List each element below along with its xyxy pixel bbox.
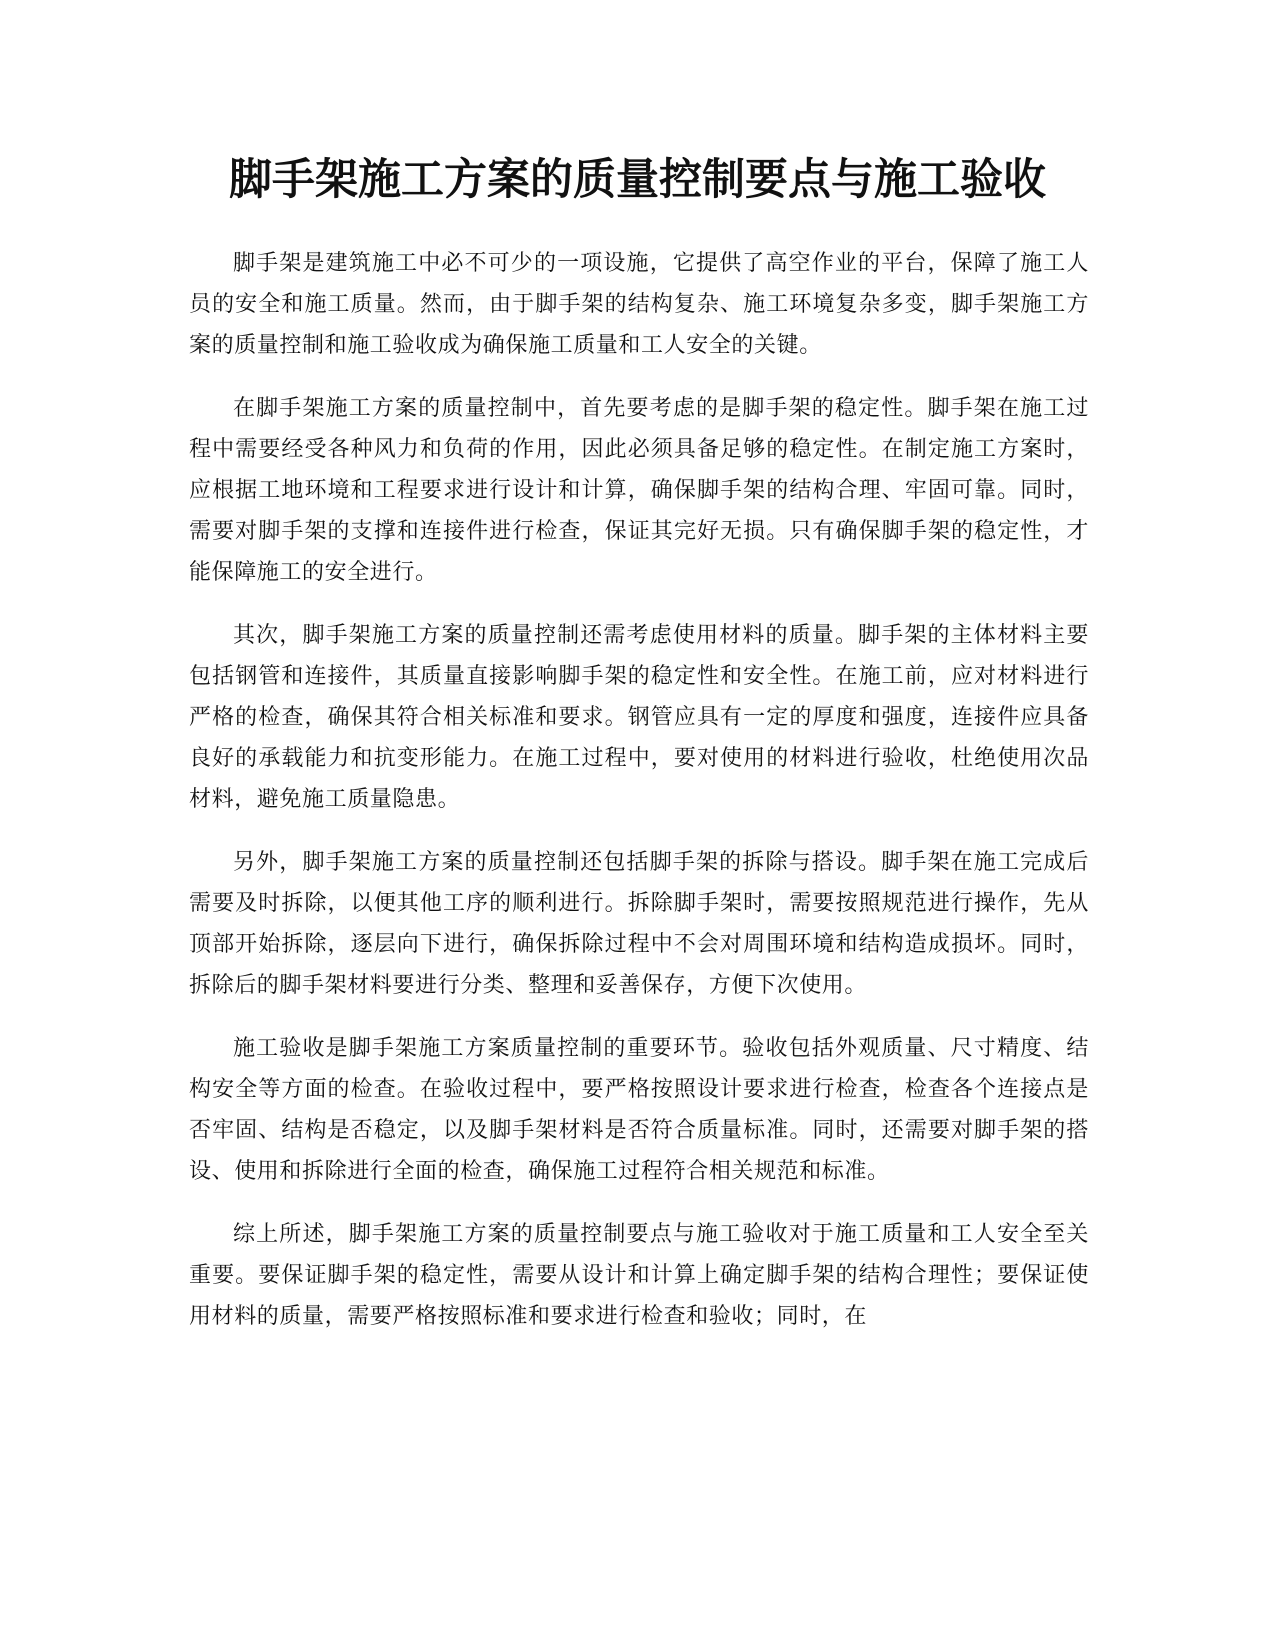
paragraph-1: 脚手架是建筑施工中必不可少的一项设施，它提供了高空作业的平台，保障了施工人员的安全和施工质量。然而，由于脚手架的结构复杂、施工环境复杂多变，脚手架施工方案的质量控制和施工验收成为确保施工质量和工人安全的关键。 [189,251,1089,358]
document-title: 脚手架施工方案的质量控制要点与施工验收 [229,155,1046,205]
paragraph-6: 综上所述，脚手架施工方案的质量控制要点与施工验收对于施工质量和工人安全至关重要。要保证脚手架的稳定性，需要从设计和计算上确定脚手架的结构合理性；要保证使用材料的质量，需要严格按照标准和要求进行检查和验收；同时，在 [189,1222,1089,1329]
paragraph-5: 施工验收是脚手架施工方案质量控制的重要环节。验收包括外观质量、尺寸精度、结构安全等方面的检查。在验收过程中，要严格按照设计要求进行检查，检查各个连接点是否牢固、结构是否稳定，以及脚手架材料是否符合质量标准。同时，还需要对脚手架的搭设、使用和拆除进行全面的检查，确保施工过程符合相关规范和标准。 [189,1036,1089,1184]
paragraph-4: 另外，脚手架施工方案的质量控制还包括脚手架的拆除与搭设。脚手架在施工完成后需要及时拆除，以便其他工序的顺利进行。拆除脚手架时，需要按照规范进行操作，先从顶部开始拆除，逐层向下进行，确保拆除过程中不会对周围环境和结构造成损坏。同时，拆除后的脚手架材料要进行分类、整理和妥善保存，方便下次使用。 [189,850,1089,998]
document-body [189,243,1089,1359]
paragraph-2: 在脚手架施工方案的质量控制中，首先要考虑的是脚手架的稳定性。脚手架在施工过程中需要经受各种风力和负荷的作用，因此必须具备足够的稳定性。在制定施工方案时，应根据工地环境和工程要求进行设计和计算，确保脚手架的结构合理、牢固可靠。同时，需要对脚手架的支撑和连接件进行检查，保证其完好无损。只有确保脚手架的稳定性，才能保障施工的安全进行。 [189,396,1089,585]
paragraph-3: 其次，脚手架施工方案的质量控制还需考虑使用材料的质量。脚手架的主体材料主要包括钢管和连接件，其质量直接影响脚手架的稳定性和安全性。在施工前，应对材料进行严格的检查，确保其符合相关标准和要求。钢管应具有一定的厚度和强度，连接件应具备良好的承载能力和抗变形能力。在施工过程中，要对使用的材料进行验收，杜绝使用次品材料，避免施工质量隐患。 [189,623,1089,812]
